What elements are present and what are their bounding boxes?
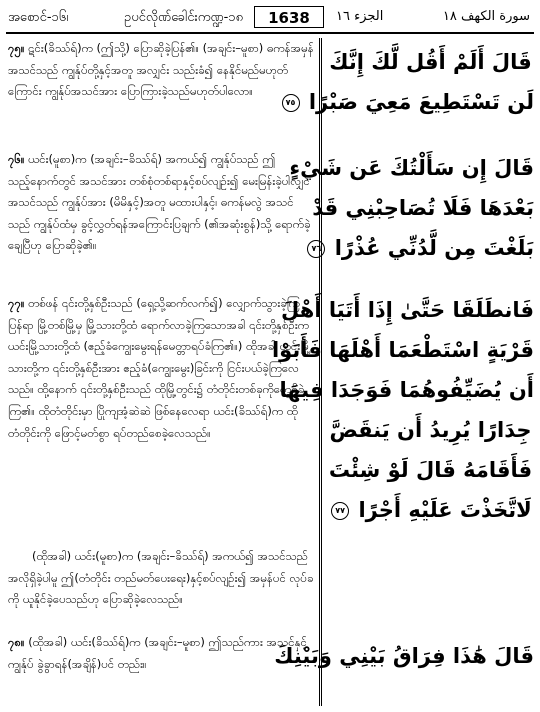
arabic-line xyxy=(285,82,534,122)
verse-number: ၇၈။ xyxy=(8,635,25,649)
verse-75-translation xyxy=(8,38,314,103)
surah-burmese-title: ဥပင်လိုဏ်ခေါင်းကဏ္ဍ-၁၈ xyxy=(124,10,243,25)
verse-76-translation xyxy=(8,149,314,257)
surah-arabic-title: سورة الكهف ١٨ xyxy=(442,9,530,24)
arabic-line: فَانطَلَقَا حَتَّىٰ إِذَا أَتَيَا أَهْلَ xyxy=(281,298,534,322)
arabic-line: جِدَارًا يُرِيدُ أَن يَنقَضَّ xyxy=(329,418,532,442)
arabic-line: قَالَ إِن سَأَلْتُكَ عَن شَيْءٍ xyxy=(289,156,534,180)
verse-number: ၇၅။ xyxy=(8,41,25,55)
chapter-label: အစောင်-၁၆၊ xyxy=(8,10,69,25)
ayah-end-marker: ٧٥ xyxy=(282,94,300,112)
arabic-line-text: لَن تَسْتَطِيعَ مَعِيَ صَبْرًا xyxy=(308,90,534,114)
juz-label: الجزء ١٦ xyxy=(336,9,384,24)
verse-text: ဋင်း(ခိဿ်ရ်)က (ဤသို့) ပြောဆိုခဲ့ပြန်၏။ (အချင်း–မူစာ) ဓကန်အမှန် အသင်သည် ကျွန်ုပ်တို့နှင့်အတူ အလျှင်း သည်းခံ၍ နေနိုင်မည်မဟုတ်ကြောင်း ကျွန်ုပ်အသင်အား ပြောကြားခဲ့သည်မဟုတ်ပါလော။ xyxy=(8,41,314,99)
arabic-line: قَالَ هَٰذَا فِرَاقُ بَيْنِي وَبَيْنِكَ xyxy=(274,644,534,668)
page-number: 1638 xyxy=(254,6,324,28)
verse-number: ၇၇။ xyxy=(8,296,25,310)
ayah-end-marker: ٧٦ xyxy=(307,240,325,258)
arabic-line-text: لَاتَّخَذْتَ عَلَيْهِ أَجْرًا xyxy=(358,498,532,522)
verse-78-translation xyxy=(8,632,314,675)
arabic-line xyxy=(311,228,534,268)
arabic-verse-75 xyxy=(285,42,534,122)
arabic-verse-76 xyxy=(289,148,534,268)
arabic-line-text: بَلَغْتَ مِن لَّدُنِّي عُذْرًا xyxy=(334,236,534,260)
verse-text: ယင်း(မူစာ)က (အချင်း–ခိဿ်ရ်) အကယ်၍ ကျွန်ုပ်သည် ဤသည့်နောက်တွင် အသင်အား တစ်စုံတစ်ရာနှင့်စပ်လျဉ်း၍ မေးမြန်းခဲ့ပါလျှင် အသင်သည် ကျွန်ုပ်အား (မိမိနှင့်)အတူ မထားပါနှင့်၊ ဓကန်မလွဲ အသင်သည် ကျွန်ုပ်ထံမှ ခွင့်လွှတ်ရန်အကြောင်းပြချက် (၏အဆုံးစွန်)သို့ ရောက်ခဲ့ချေပြီဟု ပြောဆိုခဲ့၏။ xyxy=(8,152,311,253)
arabic-line: أَن يُضَيِّفُوهُمَا فَوَجَدَا فِيهَا xyxy=(279,378,534,402)
page-header xyxy=(6,6,534,34)
arabic-line: فَأَقَامَهُ قَالَ لَوْ شِئْتَ xyxy=(328,458,533,482)
arabic-line xyxy=(327,490,534,530)
verse-text: တစ်ဖန် ၎င်းတို့နှစ်ဦးသည် (ရှေ့သို့ဆက်လက်၍) လျှောက်သွားခဲ့ကြပြန်ရာ မြို့တစ်မြို့မှ မြို့သားတို့ထံ ရောက်လာခဲ့ကြသောအခါ ၎င်းတို့နှစ်ဦးက ယင်းမြို့သားတို့ထံ (ဧည့်ခံကျွေးမွေးရန်မေတ္တာရပ်ခံကြ၏။) ထိုအခါ ယင်းမြို့သားတို့က ၎င်းတို့နှစ်ဦးအား ဧည့်ခံ(ကျွေးမွေး)ခြင်းကို ငြင်းပယ်ခဲ့ကြလေသည်။ ထို့နောက် ၎င်းတို့နှစ်ဦးသည် ထိုမြို့တွင်း၌ တံတိုင်းတစ်ခုကိုတွေ့ရှိခဲ့ကြ၏။ ထိုတံတိုင်းမှာ ပြိုကျအံ့ဆဲဆဲ ဖြစ်နေလေရာ ယင်း(ခိဿ်ရ်)က ထိုတံတိုင်းကို ဖြောင့်မတ်စွာ ရပ်တည်စေခဲ့လေသည်။ xyxy=(8,296,311,440)
arabic-line: بَعْدَهَا فَلَا تُصَاحِبْنِي قَدْ xyxy=(312,196,534,220)
verse-77-translation xyxy=(8,293,314,444)
verse-text: (ထိုအခါ) ယင်း(မူစာ)က (အချင်း–ခိဿ်ရ်) အကယ်၍ အသင်သည် အလိုရှိခဲ့ပါမူ ဤ(တံတိုင်း တည်မတ်ပေးရေး)နှင့်စပ်လျဉ်း၍ အမှန်ပင် လုပ်ခကို ယူနိုင်ခဲ့ပေသည်ဟု ပြောဆိုခဲ့လေသည်။ xyxy=(8,549,314,607)
arabic-line: قَرْيَةٍ اسْتَطْعَمَا أَهْلَهَا فَأَبَوْا xyxy=(271,338,534,362)
verse-77-continuation xyxy=(8,546,314,611)
ayah-end-marker: ٧٧ xyxy=(331,502,349,520)
arabic-line: قَالَ أَلَمْ أَقُل لَّكَ إِنَّكَ xyxy=(329,50,532,74)
arabic-verse-78 xyxy=(274,636,534,676)
arabic-verse-77 xyxy=(271,290,534,530)
verse-text: (ထိုအခါ) ယင်း(ခိဿ်ရ်)က (အချင်း–မူစာ) ဤသည်ကား အသင်နှင့်ကျွန်ုပ် ခွဲခွာရန်(အချိန်)ပင် တည်း။ xyxy=(8,635,307,671)
verse-number: ၇၆။ xyxy=(8,152,25,166)
